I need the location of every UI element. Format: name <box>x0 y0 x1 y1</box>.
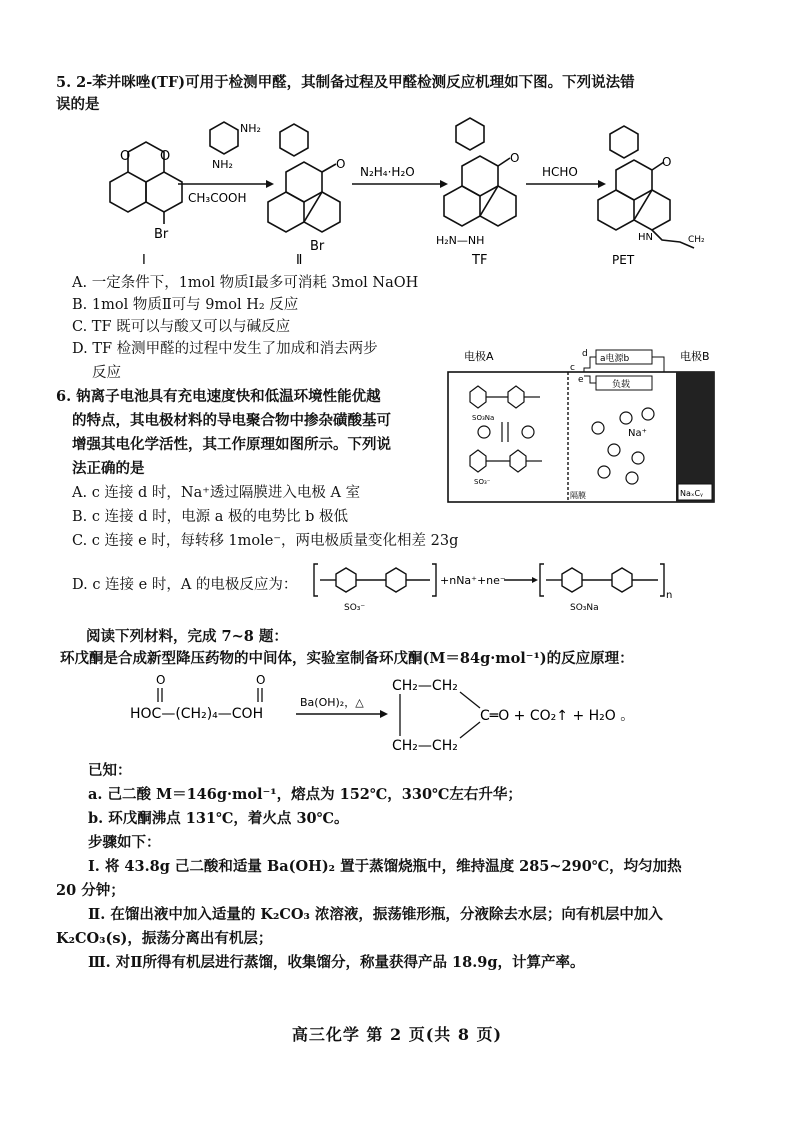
so3na-label: SO₃Na <box>472 414 495 422</box>
br-label: Br <box>310 239 325 254</box>
br-label: Br <box>154 227 169 242</box>
equation-middle: +nNa⁺+ne⁻ <box>440 574 506 587</box>
reagent-ch3cooh: CH₃COOH <box>188 191 247 205</box>
label-TF: TF <box>472 253 488 268</box>
o-label: O <box>120 149 131 164</box>
cyclopentanone-reaction <box>120 670 680 760</box>
nh2-bottom: NH₂ <box>212 158 233 171</box>
steps-title: 步骤如下： <box>88 834 161 851</box>
q5-stem-line2: 误的是 <box>56 96 100 113</box>
label-I: I <box>142 253 146 268</box>
electrode-b-label: 电极B <box>680 350 710 363</box>
q6-d-equation <box>312 552 712 616</box>
o-label: O <box>336 157 346 171</box>
step1-b: 20 分钟； <box>56 882 125 899</box>
equation-subscript-n: n <box>666 590 673 601</box>
label-PET: PET <box>612 253 635 267</box>
ring-top: CH₂—CH₂ <box>392 678 458 694</box>
battery-diagram <box>444 346 724 506</box>
q5-option-d: D. TF 检测甲醛的过程中发生了加成和消去两步 <box>72 341 378 357</box>
reaction-products: C═O + CO₂↑ + H₂O 。 <box>480 708 635 724</box>
q6-stem-2: 的特点，其电极材料的导电聚合物中掺杂磺酸基可 <box>72 412 391 429</box>
o-label: O <box>156 673 166 687</box>
page-footer: 高三化学 第 2 页(共 8 页) <box>291 1025 503 1044</box>
e-label: e <box>578 375 584 385</box>
o-label: O <box>160 149 171 164</box>
ch2-label: CH₂ <box>688 235 705 245</box>
q5-stem-line1: 5. 2-苯并咪唑(TF)可用于检测甲醛，其制备过程及甲醛检测反应机理如下图。下列说法错 <box>56 74 635 91</box>
hydrazine-group: H₂N—NH <box>436 234 485 247</box>
so3-label: SO₃⁻ <box>474 478 491 486</box>
load-label: 负载 <box>612 380 631 390</box>
hn-label: HN <box>638 232 653 243</box>
na-ion-label: Na⁺ <box>628 428 647 439</box>
reagent-hcho: HCHO <box>542 165 578 179</box>
o-label: O <box>510 151 520 165</box>
step3: Ⅲ. 对Ⅱ所得有机层进行蒸馏，收集馏分，称量获得产品 18.9g，计算产率。 <box>88 954 585 971</box>
membrane-label: 隔膜 <box>570 491 586 500</box>
q6-option-c: C. c 连接 e 时，每转移 1mole⁻，两电极质量变化相差 23g <box>72 533 459 549</box>
electrode-a-label: 电极A <box>464 350 494 363</box>
material-intro: 阅读下列材料，完成 7~8 题： <box>86 628 288 645</box>
equation-so3-label: SO₃⁻ <box>344 603 366 613</box>
known-a: a. 己二酸 M＝146g·mol⁻¹，熔点为 152℃，330℃左右升华； <box>88 786 522 803</box>
step2-b: K₂CO₃(s)，振荡分离出有机层； <box>56 930 273 947</box>
q6-option-b: B. c 连接 d 时，电源 a 极的电势比 b 极低 <box>72 509 348 525</box>
d-label: d <box>582 349 588 359</box>
q6-stem-1: 6. 钠离子电池具有充电速度快和低温环境性能优越 <box>56 388 381 405</box>
power-label: a电源b <box>600 354 630 364</box>
step1-a: Ⅰ. 将 43.8g 己二酸和适量 Ba(OH)₂ 置于蒸馏烧瓶中，维持温度 285~290℃，均匀加热 <box>88 858 682 875</box>
q5-option-d-cont: 反应 <box>92 365 121 381</box>
o-label: O <box>662 155 672 169</box>
c-label: c <box>570 363 575 373</box>
q5-option-c: C. TF 既可以与酸又可以与碱反应 <box>72 319 291 335</box>
reaction-conditions: Ba(OH)₂，△ <box>300 696 364 709</box>
adipic-acid-formula: HOC—(CH₂)₄—COH <box>130 706 264 722</box>
label-II: Ⅱ <box>296 253 303 268</box>
electrode-b <box>676 372 714 502</box>
q6-option-d: D. c 连接 e 时，A 的电极反应为： <box>72 577 298 593</box>
reagent-n2h4: N₂H₄·H₂O <box>360 165 415 179</box>
naxcy-label: NaₓCᵧ <box>680 489 704 498</box>
q6-stem-4: 法正确的是 <box>72 460 145 477</box>
q5-option-a: A. 一定条件下，1mol 物质Ⅰ最多可消耗 3mol NaOH <box>72 275 419 291</box>
step2-a: Ⅱ. 在馏出液中加入适量的 K₂CO₃ 浓溶液，振荡锥形瓶，分液除去水层；向有机层中加入 <box>88 906 663 923</box>
ring-bottom: CH₂—CH₂ <box>392 738 458 754</box>
equation-so3na-label: SO₃Na <box>570 603 599 613</box>
known-b: b. 环戊酮沸点 131℃，着火点 30℃。 <box>88 810 349 827</box>
material-line1: 环戊酮是合成新型降压药物的中间体，实验室制备环戊酮(M＝84g·mol⁻¹)的反应原理： <box>60 650 634 667</box>
nh2-top: NH₂ <box>240 122 261 135</box>
q6-stem-3: 增强其电化学活性，其工作原理如图所示。下列说 <box>72 436 391 453</box>
known-title: 已知： <box>88 762 132 779</box>
q5-option-b: B. 1mol 物质Ⅱ可与 9mol H₂ 反应 <box>72 297 299 313</box>
o-label: O <box>256 673 266 687</box>
q6-option-a: A. c 连接 d 时，Na⁺透过隔膜进入电极 A 室 <box>72 485 361 501</box>
q5-reaction-scheme <box>90 112 710 270</box>
